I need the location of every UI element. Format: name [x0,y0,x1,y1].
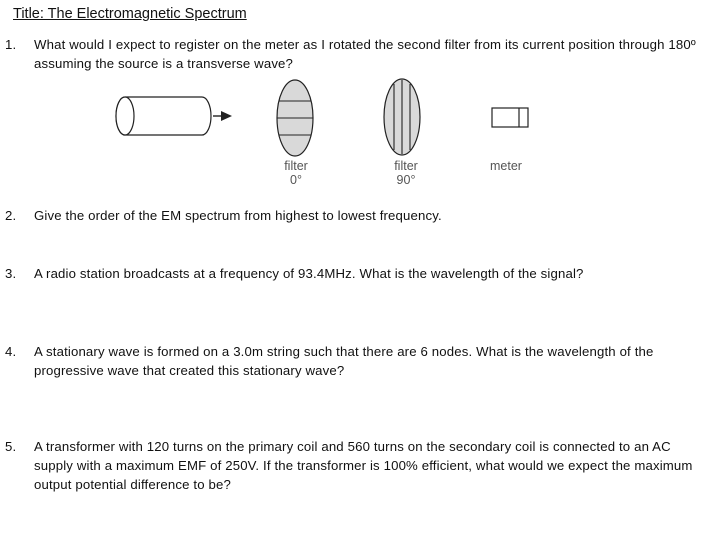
meter-label [476,159,536,173]
meter-icon [492,108,528,127]
question-1 [5,35,710,73]
question-3 [5,264,710,283]
polarisation-diagram [0,0,720,200]
wave-direction-arrow [213,111,232,121]
question-2 [5,206,710,225]
question-4 [5,342,710,380]
question-5 [5,437,710,494]
meter-name: meter [490,159,522,173]
filter-0-angle: 0° [290,173,302,187]
question-number: 2. [5,208,17,223]
question-text: A radio station broadcasts at a frequency of 93.4MHz. What is the wavelength of the signal? [34,266,584,281]
filter-0-name: filter [284,159,308,173]
question-number: 3. [5,266,17,281]
question-number: 1. [5,37,17,52]
filter-90-label [376,159,436,187]
question-number: 4. [5,344,17,359]
wave-source-cylinder [116,97,211,135]
filter-90-angle: 90° [396,173,416,187]
page-title: Title: The Electromagnetic Spectrum [13,6,247,22]
question-text: A transformer with 120 turns on the primary coil and 560 turns on the secondary coil is connected to an AC supply with a maximum EMF of 250V. If the transformer is 100% efficient, what would we expect the maximum output potential difference to be? [34,439,693,492]
filter-90-name: filter [394,159,418,173]
question-text: What would I expect to register on the meter as I rotated the second filter from its current position through 180º assuming the source is a transverse wave? [34,37,696,71]
question-text: A stationary wave is formed on a 3.0m string such that there are 6 nodes. What is the wavelength of the progressive wave that created this stationary wave? [34,344,654,378]
question-number: 5. [5,439,17,454]
filter-0-degrees [277,80,313,156]
question-text: Give the order of the EM spectrum from highest to lowest frequency. [34,208,442,223]
filter-90-degrees [384,79,420,155]
filter-0-label [266,159,326,187]
